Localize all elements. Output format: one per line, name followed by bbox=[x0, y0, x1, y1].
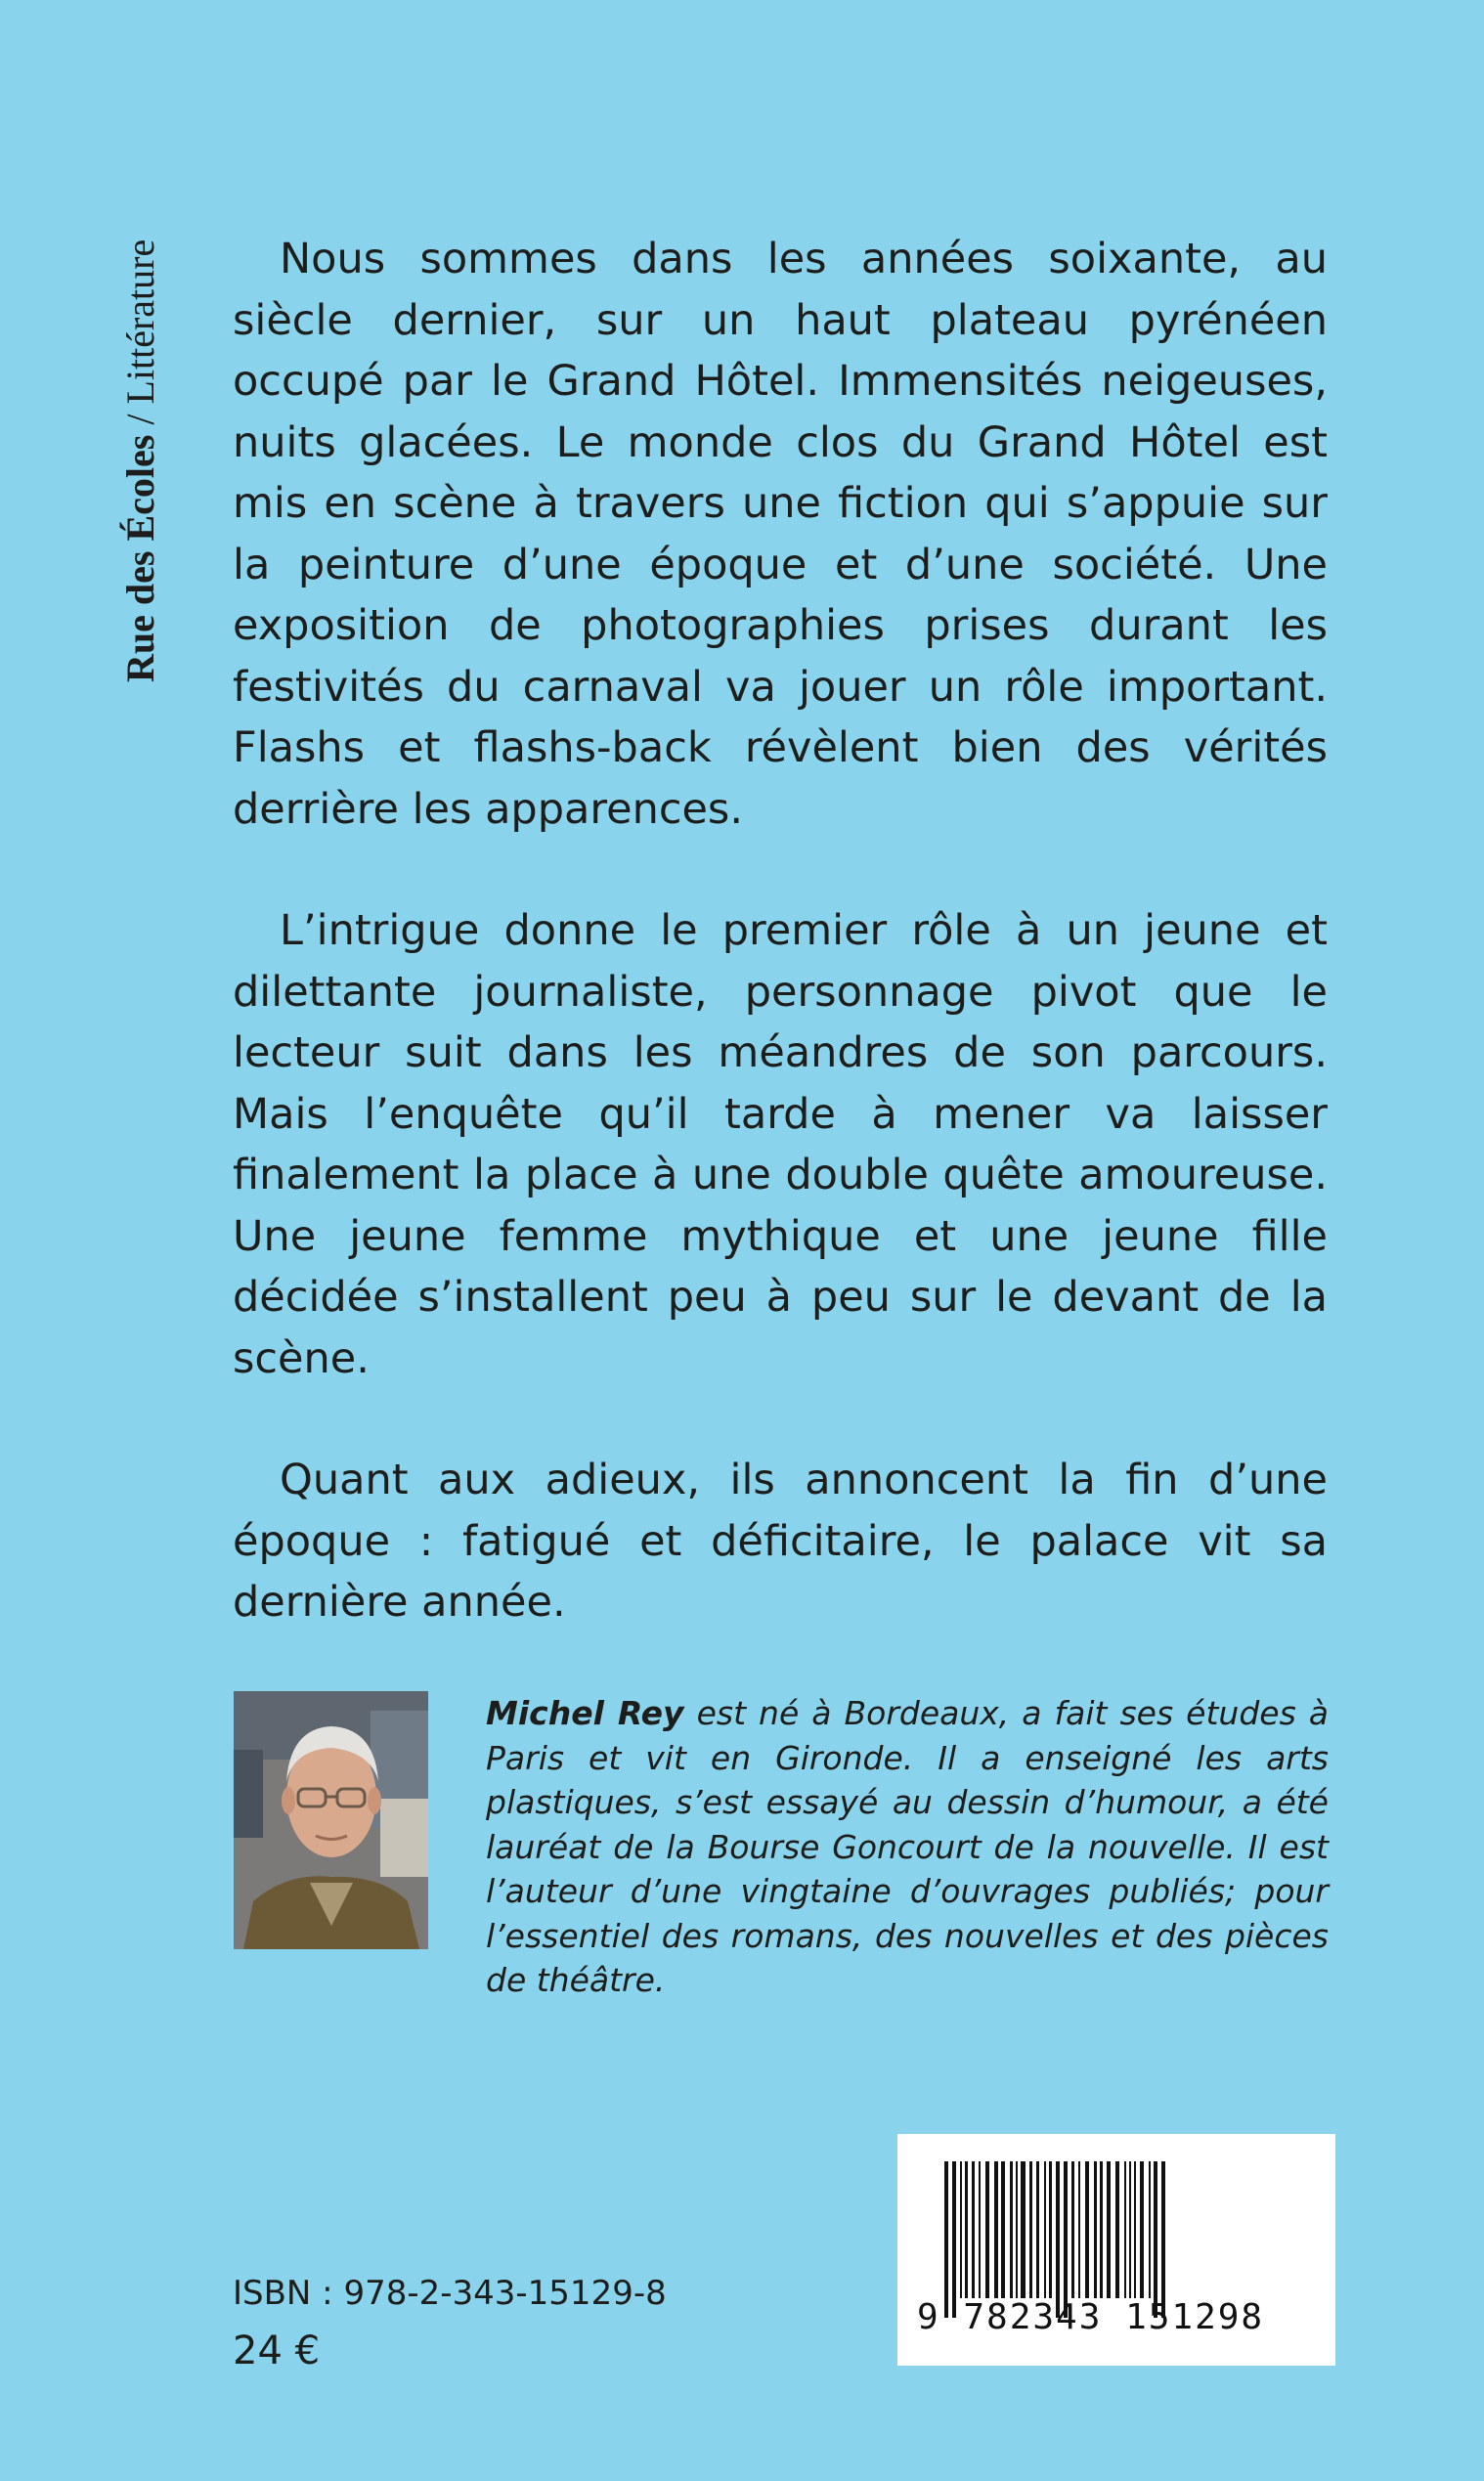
series-category: Littérature bbox=[118, 239, 162, 405]
spine-separator: / bbox=[118, 404, 162, 435]
barcode-bar bbox=[1149, 2161, 1151, 2298]
barcode-bar bbox=[1071, 2161, 1074, 2298]
barcode-bar bbox=[1010, 2161, 1013, 2298]
author-photo bbox=[234, 1691, 428, 1949]
barcode-guard-bar bbox=[944, 2161, 948, 2318]
author-bio bbox=[486, 1691, 1329, 2003]
barcode-bar bbox=[1085, 2161, 1089, 2298]
book-summary bbox=[233, 229, 1328, 1694]
author-name: Michel Rey bbox=[486, 1694, 684, 1732]
barcode-bar bbox=[1100, 2161, 1103, 2298]
barcode-bar bbox=[1129, 2161, 1131, 2298]
isbn: ISBN : 978-2-343-15129-8 bbox=[233, 2274, 667, 2313]
barcode-bar bbox=[972, 2161, 975, 2298]
barcode-guard-bar bbox=[1056, 2161, 1060, 2318]
spine-text bbox=[117, 239, 164, 682]
author-portrait-image bbox=[234, 1691, 428, 1949]
barcode-bar bbox=[1115, 2161, 1119, 2298]
barcode-bar bbox=[979, 2161, 981, 2298]
barcode-bar bbox=[985, 2161, 989, 2298]
author-bio-text: est né à Bordeaux, a fait ses études à Paris et vit en Gironde. Il a enseigné les arts plastiques, s’est essayé au dessin d’humour, a été lauréat de la Bourse Goncourt de la nouvelle. Il est l’auteur d’une vingtaine d’ouvrages publiés; pour l’essentiel des romans, des nouvelles et des pièces de théâtre. bbox=[486, 1694, 1330, 1999]
barcode-bar bbox=[1107, 2161, 1111, 2298]
barcode-bar bbox=[1078, 2161, 1080, 2298]
spine-label bbox=[66, 108, 162, 694]
barcode-bar bbox=[1140, 2161, 1144, 2298]
barcode-bar bbox=[1036, 2161, 1039, 2298]
barcode-bar bbox=[1134, 2161, 1136, 2298]
barcode-bar bbox=[1044, 2161, 1046, 2298]
summary-paragraph-3: Quant aux adieux, ils annoncent la fin d’une époque : fatigué et déficitaire, le palace vit sa dernière année. bbox=[233, 1456, 1328, 1627]
barcode-bar bbox=[1049, 2161, 1052, 2298]
barcode-guard-bar bbox=[1154, 2161, 1157, 2318]
series-name: Rue des Écoles bbox=[118, 434, 162, 682]
barcode-guard-bar bbox=[1161, 2161, 1165, 2318]
price: 24 € bbox=[233, 2329, 321, 2373]
barcode-digits: 9 782343 151298 bbox=[917, 2297, 1265, 2337]
barcode-guard-bar bbox=[1064, 2161, 1068, 2318]
barcode-bar bbox=[994, 2161, 998, 2298]
summary-paragraph-2: L’intrigue donne le premier rôle à un jeune et dilettante journaliste, personnage pivot que le lecteur suit dans les méandres de son parcours. Mais l’enquête qu’il tarde à mener va laisser finalement la place à une double quête amoureuse. Une jeune femme mythique et une jeune fille décidée s’installent peu à peu sur le devant de la scène. bbox=[233, 906, 1328, 1383]
barcode bbox=[897, 2134, 1335, 2366]
summary-paragraph-1: Nous sommes dans les années soixante, au siècle dernier, sur un haut plateau pyrénéen occupé par le Grand Hôtel. Immensités neigeuses, nuits glacées. Le monde clos du Grand Hôtel est mis en scène à travers une fiction qui s’appuie sur la peinture d’une époque et d’une société. Une exposition de photographies prises durant les festivités du carnaval va jouer un rôle important. Flashs et flashs-back révèlent bien des vérités derrière les apparences. bbox=[233, 235, 1328, 834]
barcode-bar bbox=[1094, 2161, 1097, 2298]
barcode-bar bbox=[1021, 2161, 1026, 2298]
barcode-bar bbox=[1124, 2161, 1126, 2298]
barcode-bar bbox=[1001, 2161, 1005, 2298]
barcode-bar bbox=[1016, 2161, 1018, 2298]
barcode-bar bbox=[965, 2161, 968, 2298]
barcode-bar bbox=[1029, 2161, 1032, 2298]
barcode-guard-bar bbox=[952, 2161, 956, 2318]
barcode-bar bbox=[960, 2161, 962, 2298]
